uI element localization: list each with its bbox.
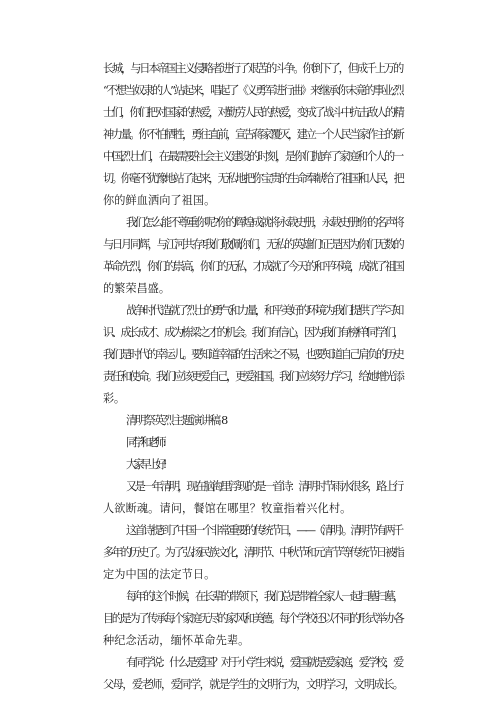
text-line: 有同学说：什么是爱国？对于小学生来说，爱国就是爱家庭，爱学校，爱 xyxy=(126,656,402,669)
text-line: 又是一年清明，现在脑海里浮现的是一首诗：清明时节雨水很多，路上行 xyxy=(126,480,402,493)
text-line: 神力量。你不怕牺牲，勇往直前，宣告蒋家覆灭，建立一个人民当家作主的新 xyxy=(103,128,403,141)
text-line: 多年的历史了。为了弘扬民族文化，清明节、中秋节和元宵节等传统节日被指 xyxy=(103,546,403,559)
text-line: 定为中国的法定节日。 xyxy=(103,568,216,581)
salutation: 同学和老师: xyxy=(126,436,163,449)
text-line: 切。你毫不犹豫地站了起来，无私地把你宝贵的生命奉献给了祖国和人民，把 xyxy=(103,172,403,185)
text-line: 与日月同辉，与江河共存!我们敬佩你们，无私的英雄们!正是因为你们无数的 xyxy=(103,238,403,251)
text-line: 我们是时代的幸运儿。要知道幸福的生活来之不易，也要知道自己肩负的历史 xyxy=(103,348,403,361)
text-line: 革命先烈，你们的崇高，你们的无私，才成就了今天的和平环境，成就了祖国 xyxy=(103,260,403,273)
text-line: 我们怎么能不尊重你呢?你的辉煌成就将永载史册，永载史册!你的名声将 xyxy=(126,216,403,229)
text-line: 责任和使命。我们应该更爱自己，更爱祖国。我们应该努力学习，给她增光添 xyxy=(103,370,403,383)
text-line: 父母，爱老师，爱同学，就是学生的文明行为，文明学习，文明成长。 xyxy=(103,678,403,691)
greeting: 大家早上好! xyxy=(126,458,164,471)
text-line: 识、成长成才、成为栋梁之才的机会。我们有信心，因为我们有榜样!同学们， xyxy=(103,326,403,339)
text-line: “不想当奴隶的人”站起来，唱起了《义勇军进行曲》来继承你未竟的事业;烈 xyxy=(103,84,403,97)
text-line: 的繁荣昌盛。 xyxy=(103,282,171,295)
text-line: 中国;烈士们，在最需要社会主义建设的时刻，是你们抛弃了家庭和个人的一 xyxy=(103,150,403,163)
text-line: 战争时代造就了烈士的勇气和力量，和平美好的环境为我们提供了学习知 xyxy=(126,304,402,317)
text-line: 你的鲜血洒向了祖国。 xyxy=(103,194,216,207)
text-line: 每年的这个时候，在长辈的带领下，我们总是带着全家人一起扫墓扫墓， xyxy=(126,590,402,603)
text-line: 这首诗提到了中国一个非常重要的传统节日，——（清明）。清明节有两千 xyxy=(126,524,402,537)
text-line: 长城，与日本帝国主义侵略者进行了艰苦的斗争。你倒下了，但成千上万的 xyxy=(103,62,403,75)
text-line: 种纪念活动，缅怀革命先辈。 xyxy=(103,634,250,647)
section-heading: 清明祭英烈主题演讲稿 8 xyxy=(126,414,227,427)
text-line: 彩。 xyxy=(103,392,125,405)
text-line: 人欲断魂。请问，餐馆在哪里？牧童指着兴化村。 xyxy=(103,502,352,515)
text-line: 目的是为了传承每个家庭无尽的家风和美德。每个学校还以不同的形式举办各 xyxy=(103,612,403,625)
text-line: 士们，你们把对国家的热爱，对勤劳人民的热爱，变成了战斗中抗击敌人的精 xyxy=(103,106,403,119)
